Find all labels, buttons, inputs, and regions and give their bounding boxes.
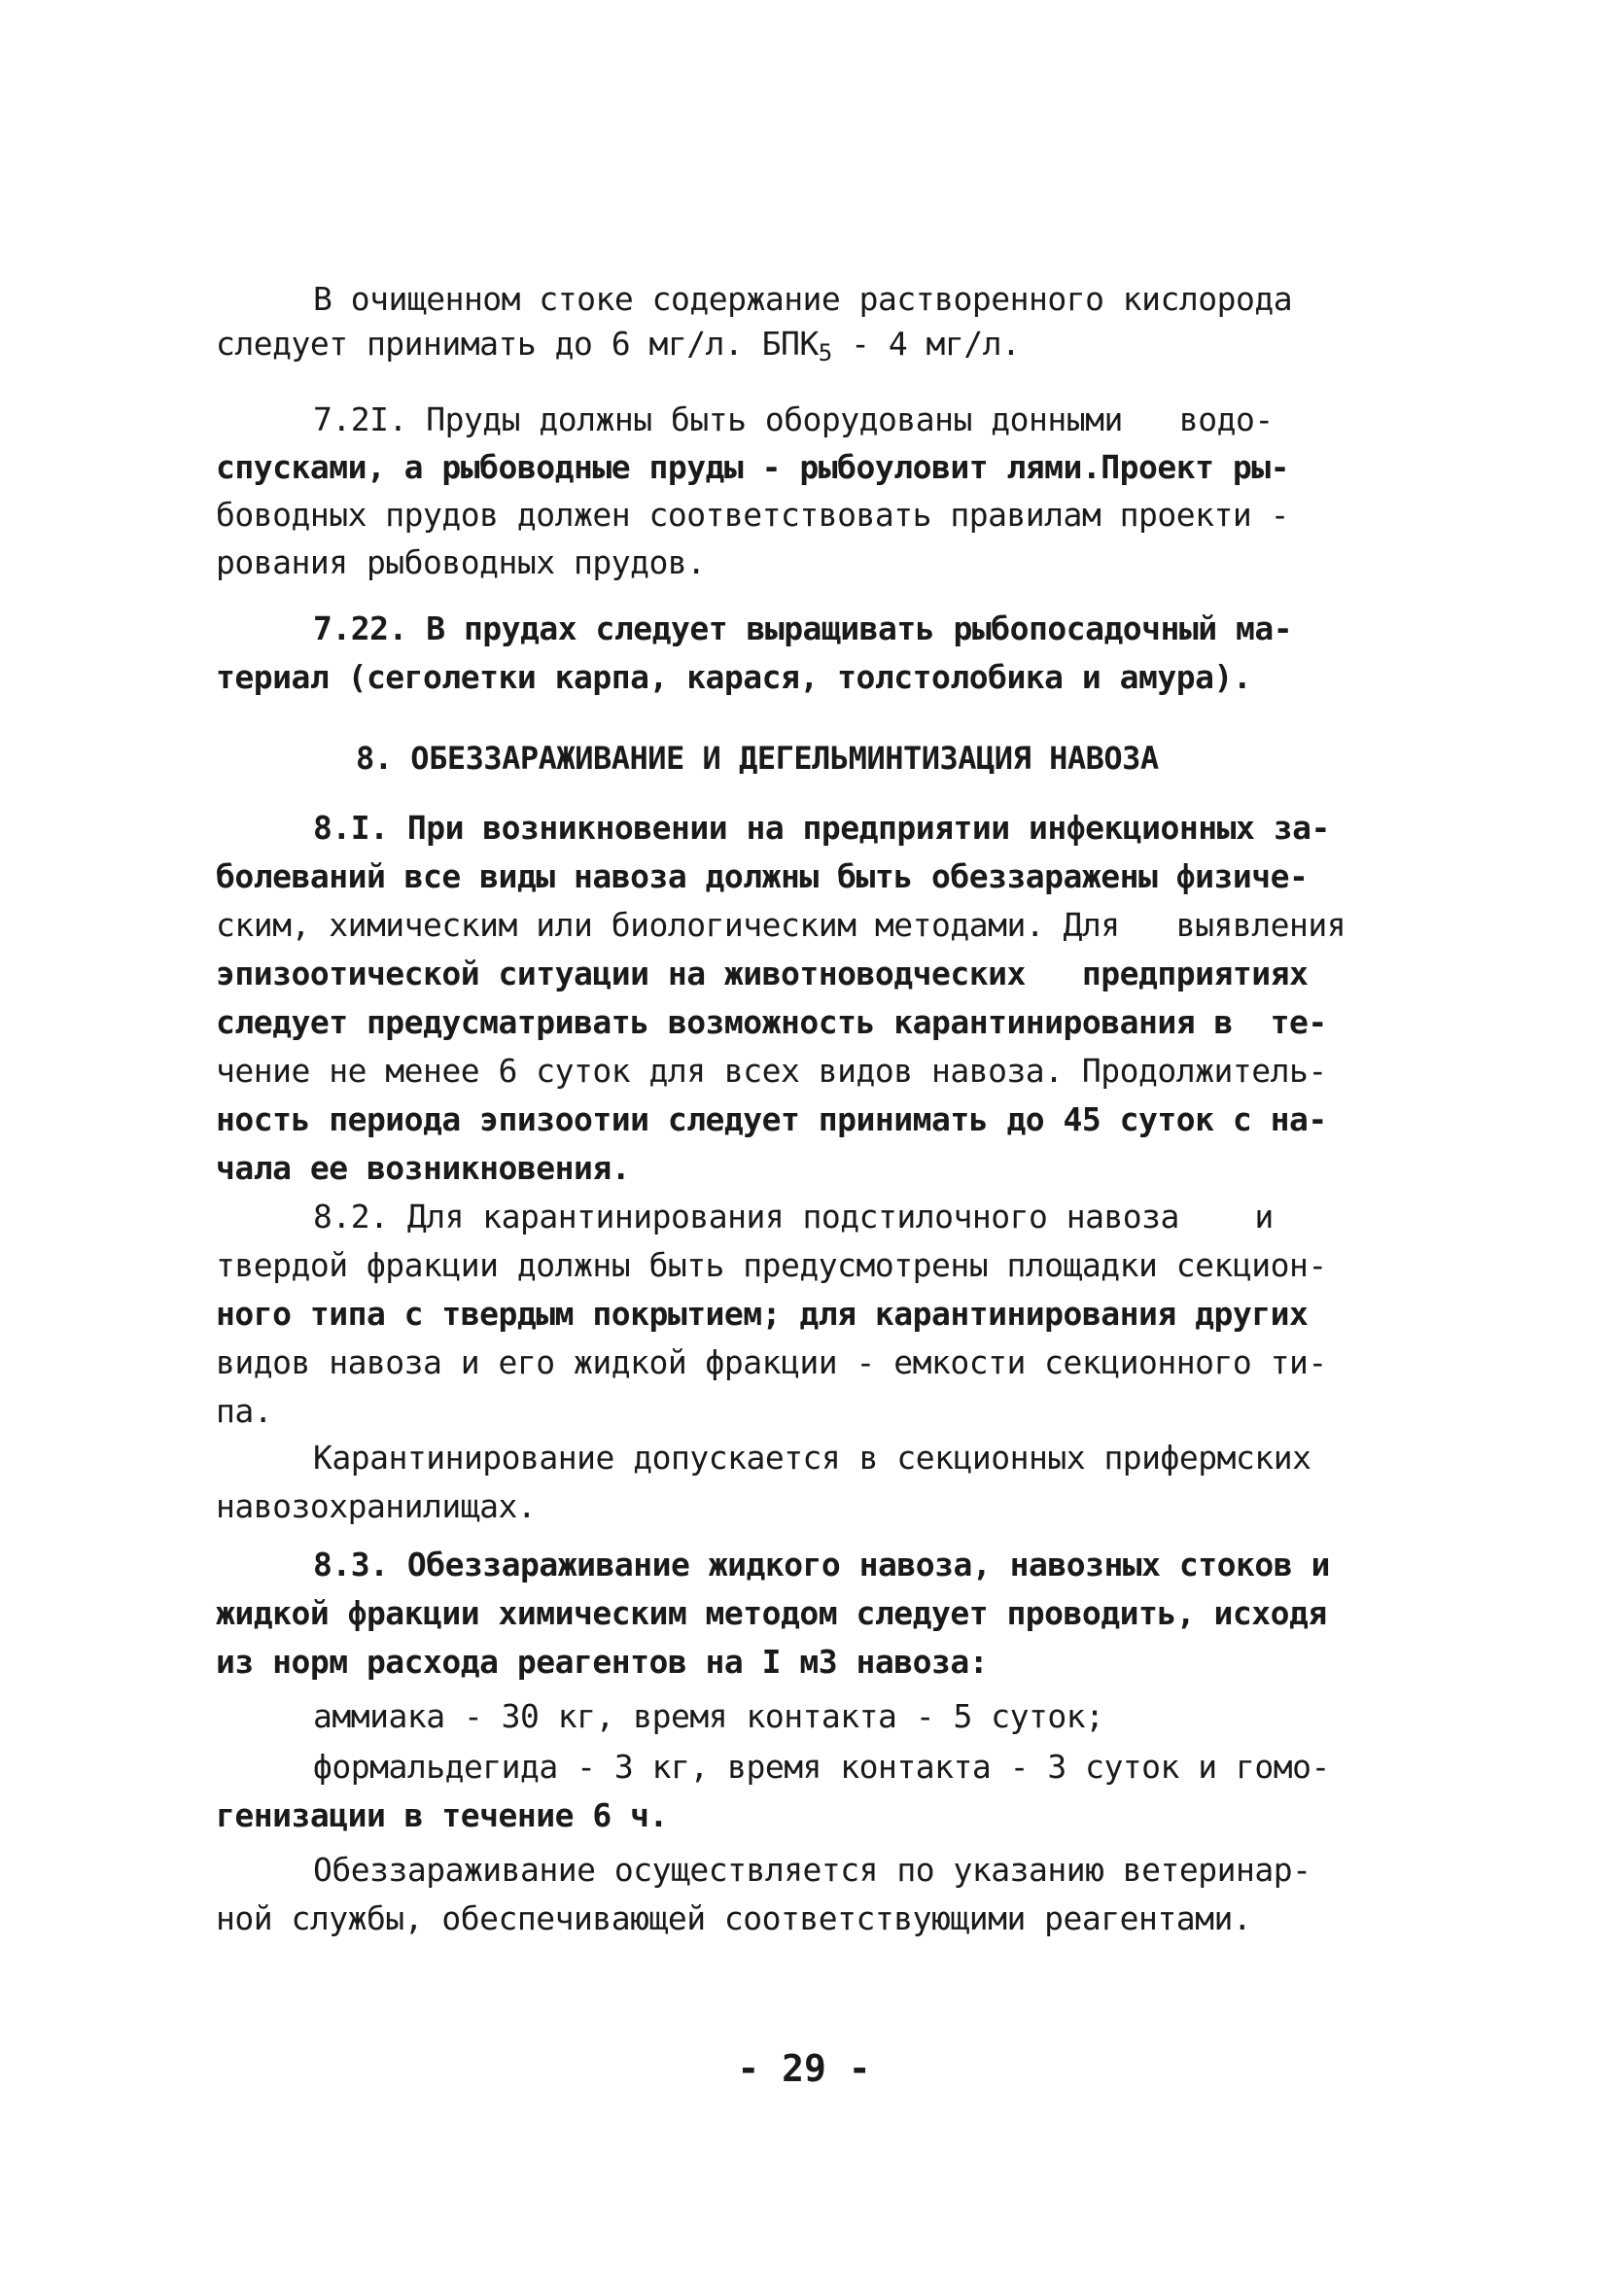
text-line: 7.22. В прудах следует выращивать рыбопосадочный ма- <box>313 609 1293 647</box>
text-line: Карантинирование допускается в секционных прифермских <box>313 1439 1311 1477</box>
text-line: 7.2I. Пруды должны быть оборудованы донными водо- <box>313 400 1274 438</box>
text-line: ной службы, обеспечивающей соответствующими реагентами. <box>216 1899 1252 1937</box>
text-line: 8.I. При возникновении на предприятии инфекционных за- <box>313 809 1330 847</box>
text-line: навозохранилищах. <box>216 1487 537 1525</box>
text-line <box>216 325 1020 372</box>
text-line: спусками, а рыбоводные пруды - рыбоуловит лями.Проект ры- <box>216 448 1289 486</box>
text-line: ного типа с твердым покрытием; для карантинирования других <box>216 1295 1309 1333</box>
text-line: чала ее возникновения. <box>216 1149 631 1187</box>
text-line: генизации в течение 6 ч. <box>216 1796 668 1834</box>
text-line: Обеззараживание осуществляется по указанию ветеринар- <box>313 1851 1311 1889</box>
text-line: 8.3. Обеззараживание жидкого навоза, навозных стоков и <box>313 1546 1330 1583</box>
text-line: рования рыбоводных прудов. <box>216 543 706 581</box>
text-line: эпизоотической ситуации на животноводческих предприятиях <box>216 955 1309 992</box>
text-line: па. <box>216 1392 273 1430</box>
text-line: твердой фракции должны быть предусмотрены площадки секцион- <box>216 1246 1327 1284</box>
text-line: ским, химическим или биологическим методами. Для выявления <box>216 906 1346 944</box>
text-line: формальдегида - 3 кг, время контакта - 3 суток и гомо- <box>313 1748 1330 1786</box>
subscript: 5 <box>818 339 832 366</box>
text-line: В очищенном стоке содержание растворенного кислорода <box>313 280 1293 318</box>
text-fragment: следует принимать до 6 мг/л. БПК <box>216 325 819 363</box>
text-line: аммиака - 30 кг, время контакта - 5 суток; <box>313 1697 1104 1735</box>
section-heading: 8. ОБЕЗЗАРАЖИВАНИЕ И ДЕГЕЛЬМИНТИЗАЦИЯ НАВОЗА <box>356 740 1159 777</box>
text-line: из норм расхода реагентов на I м3 навоза: <box>216 1643 989 1681</box>
text-fragment: - 4 мг/л. <box>831 325 1021 363</box>
text-line: чение не менее 6 суток для всех видов навоза. Продолжитель- <box>216 1052 1327 1090</box>
text-line: видов навоза и его жидкой фракции - емкости секционного ти- <box>216 1343 1327 1381</box>
text-line: 8.2. Для карантинирования подстилочного навоза и <box>313 1198 1274 1235</box>
text-line: териал (сеголетки карпа, карася, толстолобика и амура). <box>216 658 1252 696</box>
text-line: жидкой фракции химическим методом следует проводить, исходя <box>216 1594 1327 1632</box>
text-line: боводных прудов должен соответствовать правилам проекти - <box>216 496 1289 534</box>
text-line: ность периода эпизоотии следует принимать до 45 суток с на- <box>216 1100 1327 1138</box>
page-number: - 29 - <box>737 2047 871 2090</box>
text-line: болеваний все виды навоза должны быть обеззаражены физиче- <box>216 857 1309 895</box>
text-line: следует предусматривать возможность карантинирования в те- <box>216 1003 1327 1041</box>
